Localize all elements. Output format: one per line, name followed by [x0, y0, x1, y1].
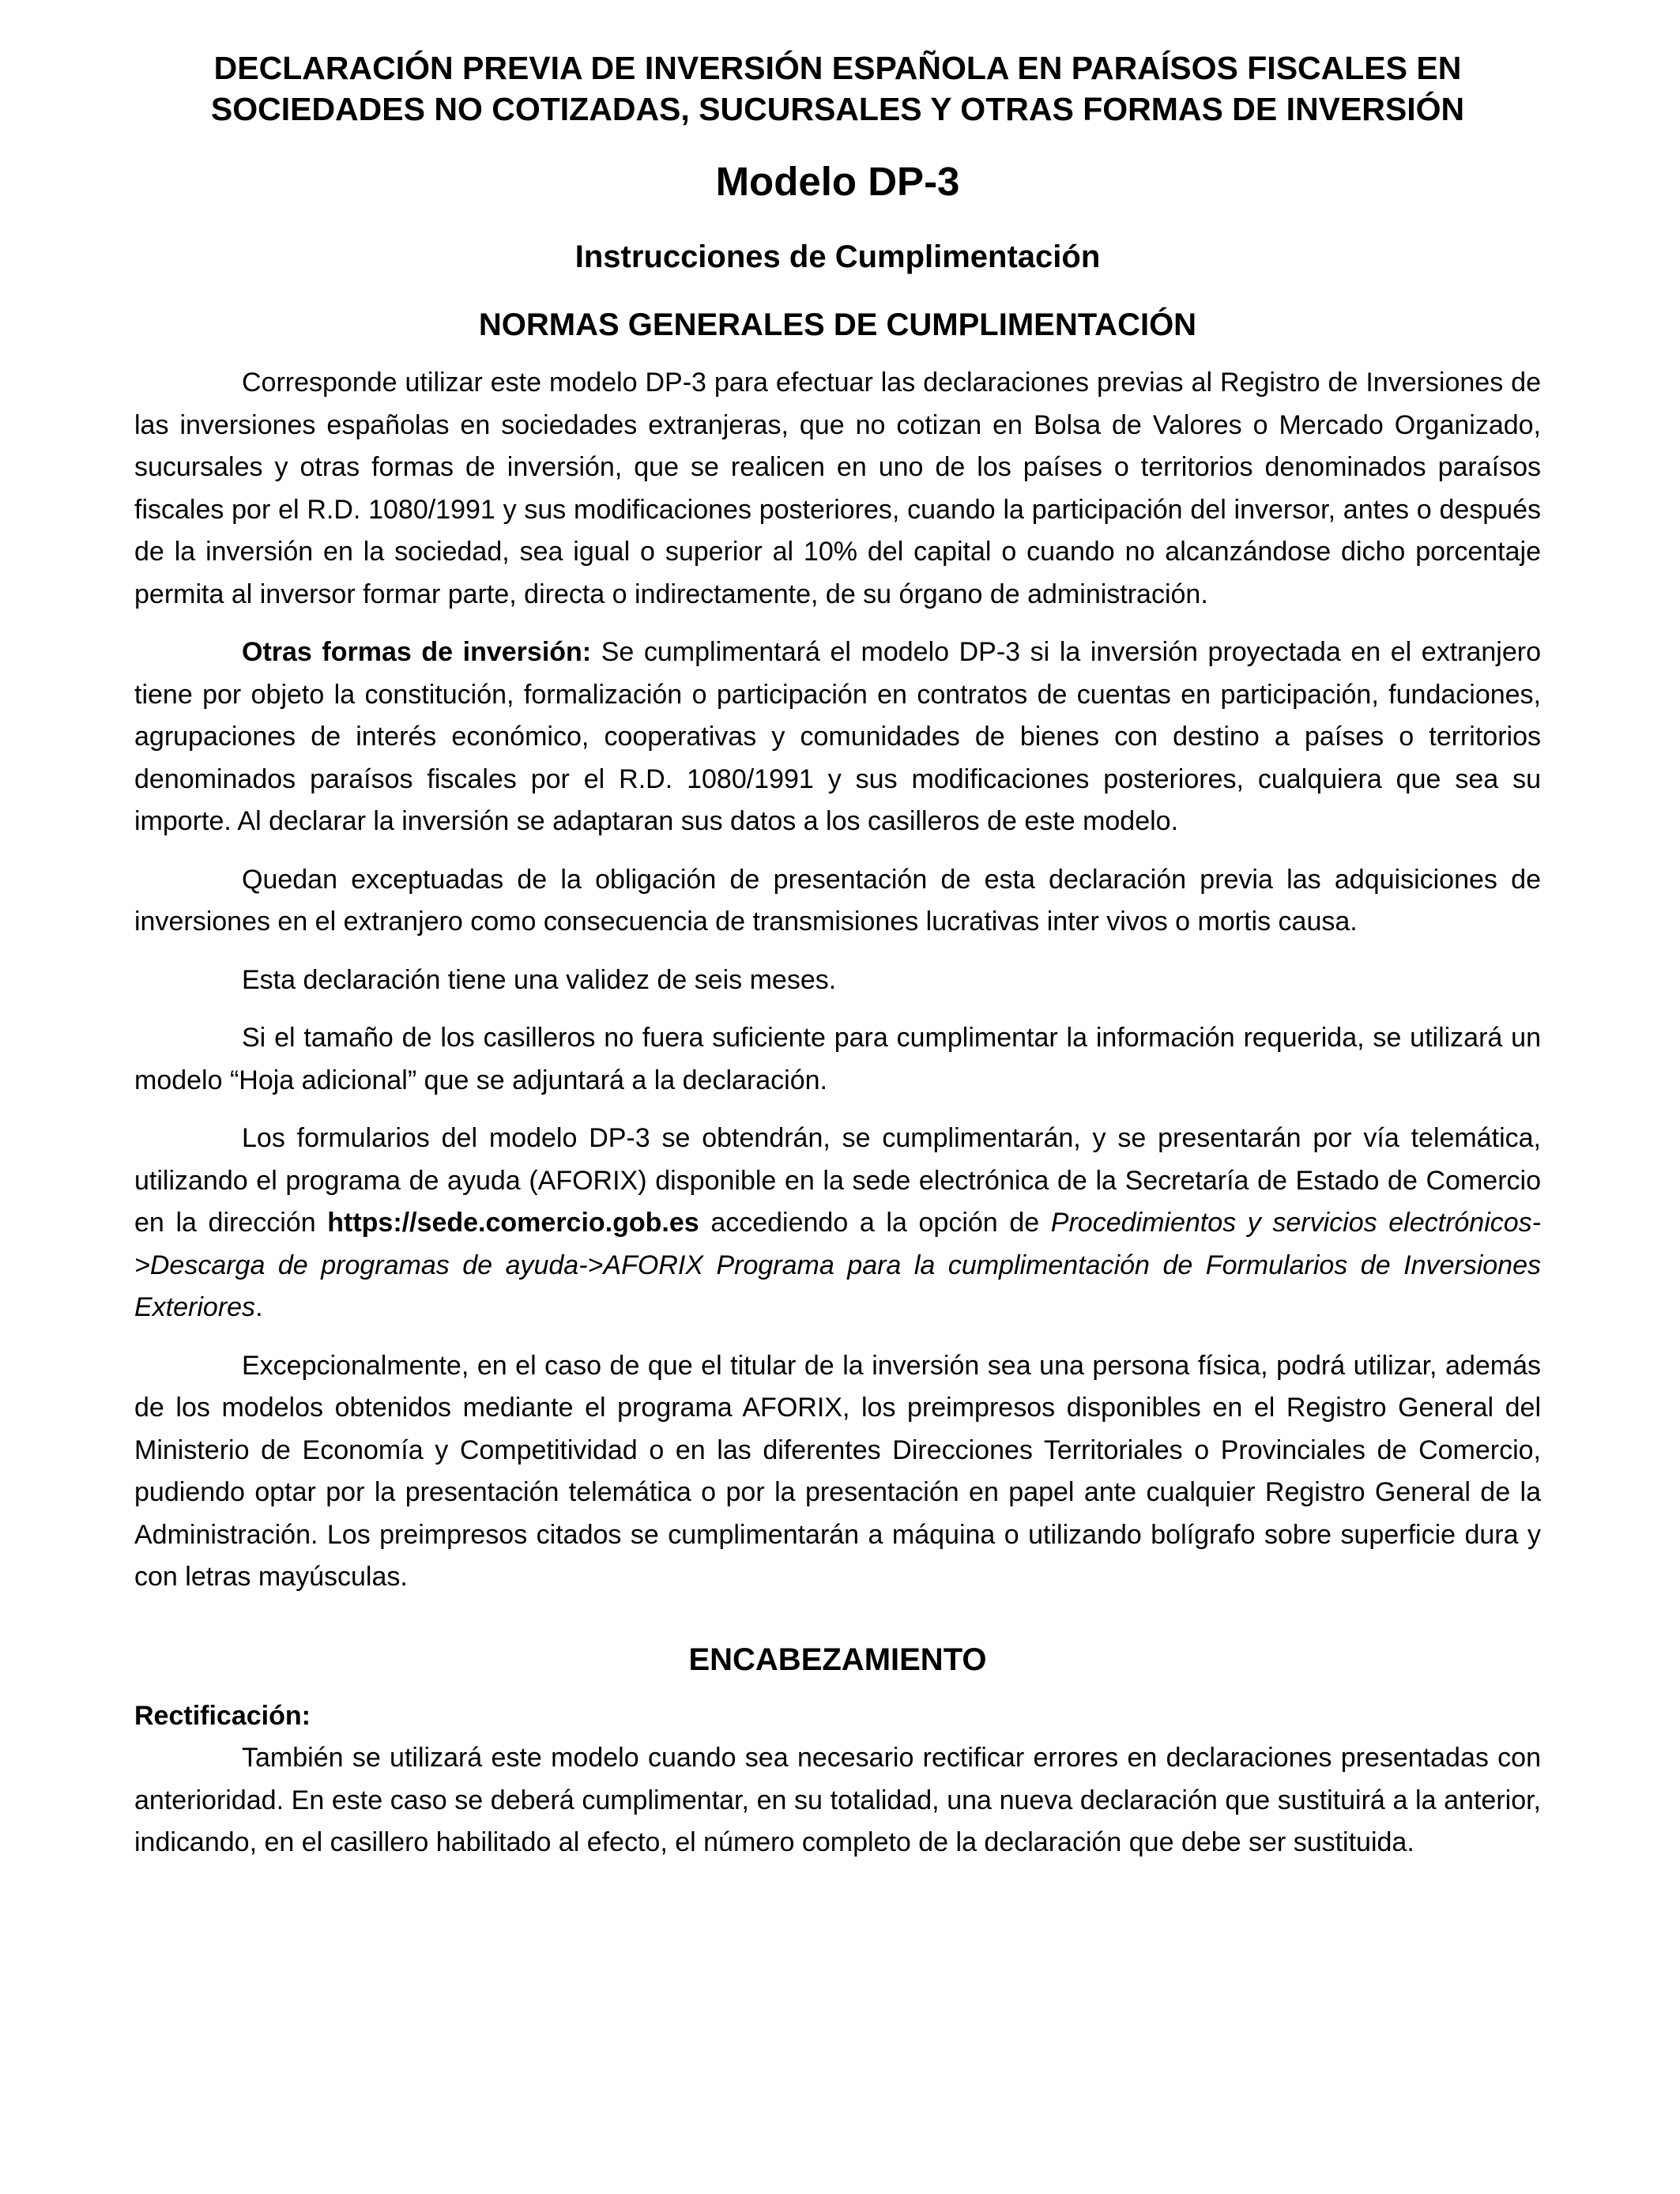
paragraph-exceptions: Quedan exceptuadas de la obligación de presentación de esta declaración previa las adquisiciones de inversiones en el extranjero como consecuencia de transmisiones lucrativas inter vivos o mortis causa. — [134, 864, 1541, 937]
document-title — [134, 47, 1541, 130]
document-title-line-2: SOCIEDADES NO COTIZADAS, SUCURSALES Y OTRAS FORMAS DE INVERSIÓN — [210, 91, 1465, 127]
telematic-text-start: Los formularios del modelo DP-3 se obtendrán, se cumplimentarán, y se presentarán por vía telemática, utilizando el programa de ayuda (AFORIX) disponible en la sede electrónica de la Secretaría de Estado de Comercio en la dirección — [134, 1123, 1541, 1238]
paragraph-exceptional: Excepcionalmente, en el caso de que el titular de la inversión sea una persona física, podrá utilizar, además de los modelos obtenidos mediante el programa AFORIX, los preimpresos disponibles en el Registro General del Ministerio de Economía y Competitividad o en las diferentes Direcciones Territoriales o Provinciales de Comercio, pudiendo optar por la presentación telemática o por la presentación en papel ante cualquier Registro General de la Administración. Los preimpresos citados se cumplimentarán a máquina o utilizando bolígrafo sobre superficie dura y con letras mayúsculas. — [134, 1350, 1541, 1592]
aforix-menu-path: Procedimientos y servicios electrónicos->Descarga de programas de ayuda->AFORIX Programa para la cumplimentación de Formularios de Inversiones Exteriores — [134, 1208, 1541, 1322]
other-forms-label: Otras formas de inversión: — [242, 637, 592, 667]
rectification-label: Rectificación: — [134, 1700, 311, 1731]
sede-url-link[interactable]: https://sede.comercio.gob.es — [327, 1208, 699, 1238]
paragraph-scope: Corresponde utilizar este modelo DP-3 para efectuar las declaraciones previas al Registro de Inversiones de las inversiones españolas en sociedades extranjeras, que no cotizan en Bolsa de Valores o Mercado Organizado, sucursales y otras formas de inversión, que se realicen en uno de los países o territorios denominados paraísos fiscales por el R.D. 1080/1991 y sus modificaciones posteriores, cuando la participación del inversor, antes o después de la inversión en la sociedad, sea igual o superior al 10% del capital o cuando no alcanzándose dicho porcentaje permita al inversor formar parte, directa o indirectamente, de su órgano de administración. — [134, 368, 1541, 609]
section-heading-normas: NORMAS GENERALES DE CUMPLIMENTACIÓN — [478, 307, 1197, 342]
document-title-line-1: DECLARACIÓN PREVIA DE INVERSIÓN ESPAÑOLA EN PARAÍSOS FISCALES EN — [213, 50, 1462, 86]
paragraph-other-forms — [134, 631, 1541, 843]
paragraph-validity: Esta declaración tiene una validez de seis meses. — [242, 964, 837, 995]
section-heading-encabezamiento: ENCABEZAMIENTO — [688, 1642, 987, 1677]
telematic-text-end: . — [255, 1292, 263, 1322]
instructions-subtitle: Instrucciones de Cumplimentación — [574, 239, 1101, 274]
paragraph-rectification: También se utilizará este modelo cuando sea necesario rectificar errores en declaraciones presentadas con anterioridad. En este caso se deberá cumplimentar, en su totalidad, una nueva declaración que sustituirá a la anterior, indicando, en el casillero habilitado al efecto, el número completo de la declaración que debe ser sustituida. — [134, 1743, 1541, 1857]
paragraph-additional-sheet: Si el tamaño de los casilleros no fuera suficiente para cumplimentar la información requerida, se utilizará un modelo “Hoja adicional” que se adjuntará a la declaración. — [134, 1023, 1541, 1095]
telematic-text-mid: accediendo a la opción de — [699, 1208, 1051, 1238]
other-forms-text: Se cumplimentará el modelo DP-3 si la inversión proyectada en el extranjero tiene por objeto la constitución, formalización o participación en contratos de cuentas en participación, fundaciones, agrupaciones de interés económico, cooperativas y comunidades de bienes con destino a países o territorios denominados paraísos fiscales por el R.D. 1080/1991 y sus modificaciones posteriores, cualquiera que sea su importe. Al declarar la inversión se adaptaran sus datos a los casilleros de este modelo. — [134, 637, 1541, 836]
paragraph-telematic — [134, 1118, 1541, 1329]
document-page — [134, 47, 1541, 1864]
model-title: Modelo DP-3 — [715, 159, 960, 204]
